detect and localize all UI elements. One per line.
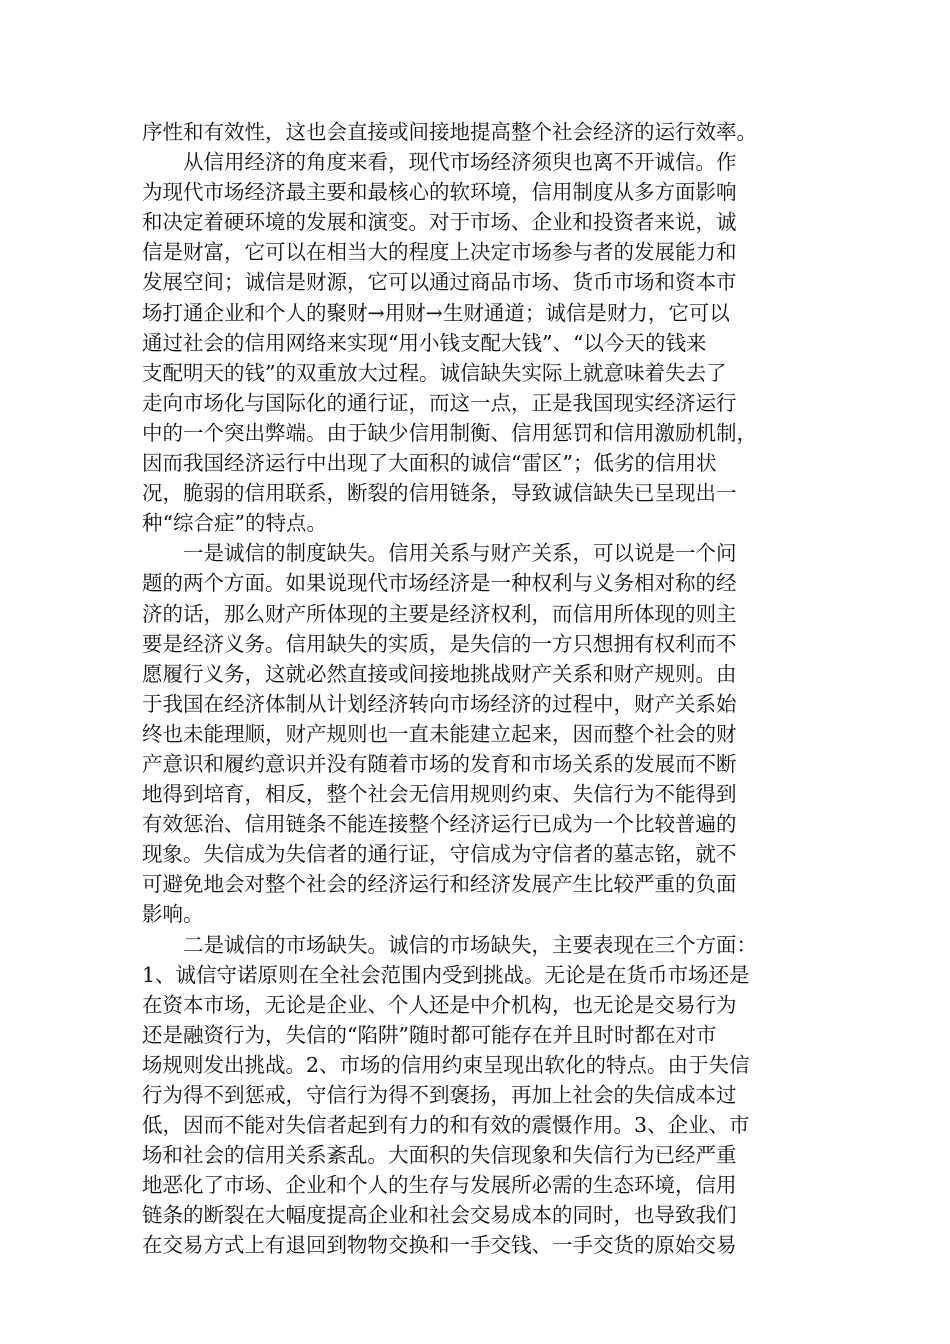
text-line: 愿履行义务，这就必然直接或间接地挑战财产关系和财产规则。由 [142,661,737,686]
text-line: 终也未能理顺，财产规则也一直未能建立起来，因而整个社会的财 [142,721,737,746]
text-line: 1、诚信守诺原则在全社会范围内受到挑战。无论是在货币市场还是 [142,962,750,987]
text-line: 一是诚信的制度缺失。信用关系与财产关系，可以说是一个问 [183,541,737,566]
text-line: 可避免地会对整个社会的经济运行和经济发展产生比较严重的负面 [142,872,737,897]
text-line: 从信用经济的角度来看，现代市场经济须臾也离不开诚信。作 [183,150,737,175]
text-line: 况，脆弱的信用联系，断裂的信用链条，导致诚信缺失已呈现出一 [142,481,737,506]
text-line: 场打通企业和个人的聚财→用财→生财通道；诚信是财力，它可以 [142,300,730,325]
text-line: 地得到培育，相反，整个社会无信用规则约束、失信行为不能得到 [142,782,737,807]
text-line: 和决定着硬环境的发展和演变。对于市场、企业和投资者来说，诚 [142,210,737,235]
text-line: 中的一个突出弊端。由于缺少信用制衡、信用惩罚和信用激励机制， [142,420,757,445]
text-line: 于我国在经济体制从计划经济转向市场经济的过程中，财产关系始 [142,691,737,716]
text-line: 题的两个方面。如果说现代市场经济是一种权利与义务相对称的经 [142,571,737,596]
text-line: 场规则发出挑战。2、市场的信用约束呈现出软化的特点。由于失信 [142,1052,750,1077]
text-line: 序性和有效性，这也会直接或间接地提高整个社会经济的运行效率。 [142,120,757,144]
text-line: 影响。 [142,902,204,927]
text-line: 低，因而不能对失信者起到有力的和有效的震慑作用。3、企业、市 [142,1113,750,1138]
document-body [142,117,812,1261]
text-line: 地恶化了市场、企业和个人的生存与发展所必需的生态环境，信用 [142,1173,737,1198]
text-line: 支配明天的钱”的双重放大过程。诚信缺失实际上就意味着失去了 [142,360,727,385]
text-line: 在交易方式上有退回到物物交换和一手交钱、一手交货的原始交易 [142,1233,737,1258]
paragraph-credit-economy [142,147,812,538]
paragraph-institutional-deficit [142,538,812,929]
text-line: 有效惩治、信用链条不能连接整个经济运行已成为一个比较普遍的 [142,812,737,837]
paragraph-continuation [142,117,812,147]
text-line: 场和社会的信用关系紊乱。大面积的失信现象和失信行为已经严重 [142,1143,737,1168]
text-line: 要是经济义务。信用缺失的实质，是失信的一方只想拥有权利而不 [142,631,737,656]
text-line: 还是融资行为，失信的“陷阱”随时都可能存在并且时时都在对市 [142,1022,717,1047]
text-line: 种“综合症”的特点。 [142,511,327,536]
text-line: 走向市场化与国际化的通行证，而这一点，正是我国现实经济运行 [142,390,737,415]
text-line: 链条的断裂在大幅度提高企业和社会交易成本的同时，也导致我们 [142,1203,737,1228]
text-line: 因而我国经济运行中出现了大面积的诚信“雷区”；低劣的信用状 [142,451,717,476]
paragraph-market-deficit [142,930,812,1261]
text-line: 在资本市场，无论是企业、个人还是中介机构，也无论是交易行为 [142,992,737,1017]
text-line: 二是诚信的市场缺失。诚信的市场缺失，主要表现在三个方面： [183,932,757,957]
text-line: 通过社会的信用网络来实现“用小钱支配大钱”、“以今天的钱来 [142,330,707,355]
text-line: 现象。失信成为失信者的通行证，守信成为守信者的墓志铭，就不 [142,842,737,867]
text-line: 为现代市场经济最主要和最核心的软环境，信用制度从多方面影响 [142,180,737,205]
text-line: 产意识和履约意识并没有随着市场的发育和市场关系的发展而不断 [142,751,737,776]
text-line: 行为得不到惩戒，守信行为得不到褒扬，再加上社会的失信成本过 [142,1083,737,1107]
text-line: 信是财富，它可以在相当大的程度上决定市场参与者的发展能力和 [142,240,737,265]
text-line: 济的话，那么财产所体现的主要是经济权利，而信用所体现的则主 [142,601,737,626]
text-line: 发展空间；诚信是财源，它可以通过商品市场、货币市场和资本市 [142,270,737,295]
